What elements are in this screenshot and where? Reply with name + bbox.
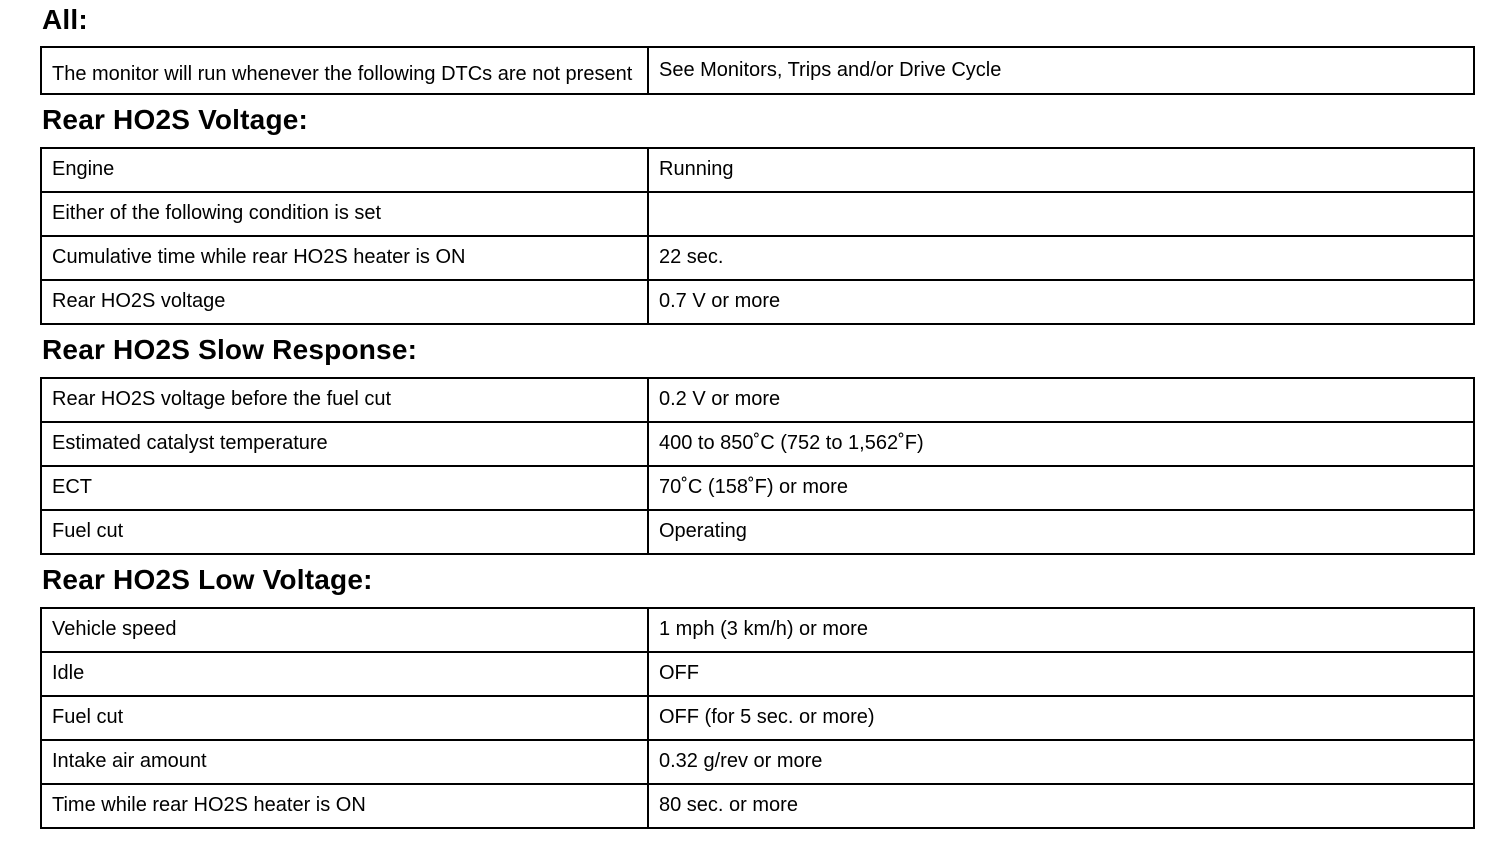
section-rear-ho2s-voltage [40,95,1473,325]
condition-cell: Idle [41,652,648,696]
condition-cell: ECT [41,466,648,510]
value-cell: 400 to 850˚C (752 to 1,562˚F) [648,422,1474,466]
condition-cell: Fuel cut [41,696,648,740]
condition-cell: Rear HO2S voltage before the fuel cut [41,378,648,422]
table-row [41,696,1474,740]
table-row [41,466,1474,510]
value-cell: 22 sec. [648,236,1474,280]
value-cell: Operating [648,510,1474,554]
condition-cell: Vehicle speed [41,608,648,652]
value-cell: 0.2 V or more [648,378,1474,422]
table-row [41,784,1474,828]
conditions-table [40,607,1475,829]
value-cell: 0.32 g/rev or more [648,740,1474,784]
condition-cell: Time while rear HO2S heater is ON [41,784,648,828]
table-row [41,236,1474,280]
conditions-table [40,377,1475,555]
value-cell: See Monitors, Trips and/or Drive Cycle [648,47,1474,94]
value-cell [648,192,1474,236]
condition-cell: Estimated catalyst temperature [41,422,648,466]
document [40,0,1473,829]
value-cell: 80 sec. or more [648,784,1474,828]
condition-cell: Engine [41,148,648,192]
table-row [41,280,1474,324]
section-rear-ho2s-low-voltage [40,555,1473,829]
condition-cell: Cumulative time while rear HO2S heater is ON [41,236,648,280]
section-rear-ho2s-slow-response [40,325,1473,555]
value-cell: Running [648,148,1474,192]
table-row [41,652,1474,696]
value-cell: 0.7 V or more [648,280,1474,324]
section-all [40,0,1473,95]
section-title: Rear HO2S Slow Response: [42,334,418,365]
section-title: Rear HO2S Voltage: [42,104,309,135]
value-cell: 1 mph (3 km/h) or more [648,608,1474,652]
table-row [41,740,1474,784]
condition-cell: The monitor will run whenever the following DTCs are not present [41,47,648,94]
section-title: All: [42,4,88,35]
condition-cell: Intake air amount [41,740,648,784]
condition-cell: Either of the following condition is set [41,192,648,236]
table-row [41,47,1474,94]
section-title: Rear HO2S Low Voltage: [42,564,373,595]
table-row [41,148,1474,192]
table-row [41,192,1474,236]
condition-cell: Fuel cut [41,510,648,554]
table-row [41,608,1474,652]
conditions-table [40,147,1475,325]
value-cell: 70˚C (158˚F) or more [648,466,1474,510]
condition-cell: Rear HO2S voltage [41,280,648,324]
conditions-table [40,46,1475,95]
table-row [41,510,1474,554]
table-row [41,422,1474,466]
value-cell: OFF [648,652,1474,696]
table-row [41,378,1474,422]
value-cell: OFF (for 5 sec. or more) [648,696,1474,740]
